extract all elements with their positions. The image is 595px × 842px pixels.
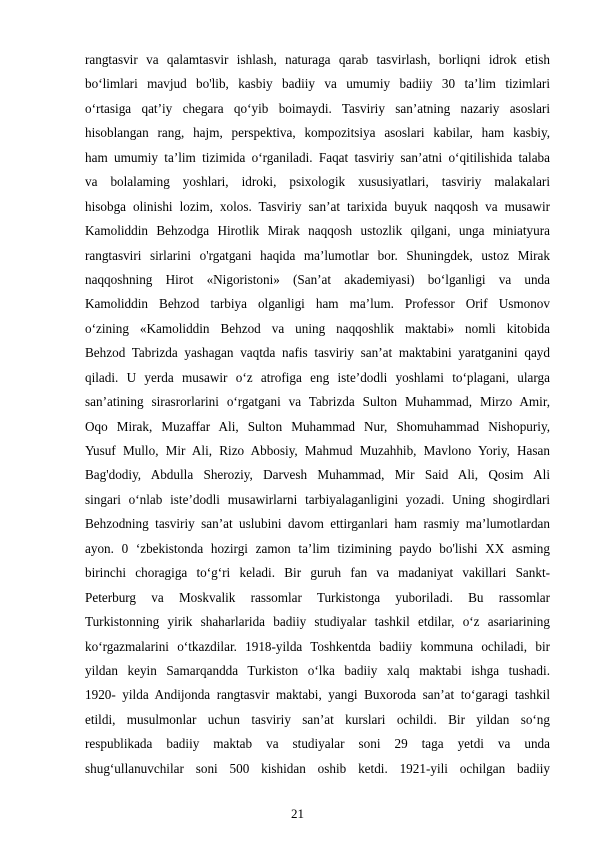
text-line: qiladi. U yerda musawir o‘z atrofiga eng iste’dodli yoshlami to‘plagani, ularga <box>85 369 550 385</box>
text-line: rangtasvir va qalamtasvir ishlash, naturaga qarab tasvirlash, borliqni idrok etish <box>85 52 550 67</box>
text-line: hisobga olinishi lozim, xolos. Tasviriy san’at tarixida buyuk naqqosh va musawir <box>85 198 550 214</box>
text-line: ko‘rgazmalarini o‘tkazdilar. 1918-yilda Toshkentda badiiy kommuna ochiladi, bir <box>85 638 550 654</box>
text-line: hisoblangan rang, hajm, perspektiva, kompozitsiya asoslari kabilar, ham kasbiy, <box>85 125 550 141</box>
text-line: o‘rtasiga qat’iy chegara qo‘yib boimaydi. Tasviriy san’atning nazariy asoslari <box>85 100 550 116</box>
text-line: rangtasviri sirlarini o'rgatgani haqida ma’lumotlar bor. Shuningdek, ustoz Mirak <box>85 247 550 263</box>
text-line: etildi, musulmonlar uchun tasviriy san’at kurslari ochildi. Bir yildan so‘ng <box>85 711 550 727</box>
page-number: 21 <box>291 806 304 821</box>
text-line: va bolalaming yoshlari, idroki, psixologik xususiyatlari, tasviriy malakalari <box>85 174 550 190</box>
text-line: ham umumiy ta’lim tizimida o‘rganiladi. Faqat tasviriy san’atni o‘qitilishida talaba <box>85 149 550 165</box>
text-line: Kamoliddin Behzodga Hirotlik Mirak naqqosh ustozlik qilgani, unga miniatyura <box>85 223 550 239</box>
text-line: Turkistonning yirik shaharlarida badiiy studiyalar tashkil etdilar, o‘z asariarining <box>85 614 550 630</box>
body-text <box>85 48 550 781</box>
text-line: yildan keyin Samarqandda Turkiston o‘lka badiiy xalq maktabi ishga tushadi. <box>85 662 550 678</box>
text-line: Behzod Tabrizda yashagan vaqtda nafis tasviriy san’at maktabini yaratganini qayd <box>85 345 550 361</box>
text-line: o‘zining «Kamoliddin Behzod va uning naqqoshlik maktabi» nomli kitobida <box>85 320 550 336</box>
text-line: naqqoshning Hirot «Nigoristoni» (San’at akademiyasi) bo‘lganligi va unda <box>85 271 550 287</box>
text-line: Bag'dodiy, Abdulla Sheroziy, Darvesh Muhammad, Mir Said Ali, Qosim Ali <box>85 467 550 483</box>
text-line: birinchi choragiga to‘g‘ri keladi. Bir guruh fan va madaniyat vakillari Sankt- <box>85 565 550 581</box>
text-line: Behzodning tasviriy san’at uslubini davom ettirganlari ham rasmiy ma’lumotlardan <box>85 516 550 532</box>
text-line: Peterburg va Moskvalik rassomlar Turkistonga yuboriladi. Bu rassomlar <box>85 589 550 605</box>
text-line: bo‘limlari mavjud bo'lib, kasbiy badiiy va umumiy badiiy 30 ta’lim tizimlari <box>85 76 550 92</box>
text-line: respublikada badiiy maktab va studiyalar soni 29 taga yetdi va unda <box>85 736 550 752</box>
text-line: 1920- yilda Andijonda rangtasvir maktabi, yangi Buxoroda san’at to‘garagi tashkil <box>85 687 550 703</box>
text-line: Oqo Mirak, Muzaffar Ali, Sulton Muhammad Nur, Shomuhammad Nishopuriy, <box>85 418 550 434</box>
text-line: san’atining sirasrorlarini o‘rgatgani va Tabrizda Sulton Muhammad, Mirzo Amir, <box>85 394 550 410</box>
text-line: ayon. 0 ‘zbekistonda hozirgi zamon ta’lim tizimining paydo bo'lishi XX asming <box>85 540 550 556</box>
text-line: singari o‘nlab iste’dodli musawirlarni tarbiyalaganligini yozadi. Uning shogirdlari <box>85 491 550 507</box>
text-line: Kamoliddin Behzod tarbiya olganligi ham ma’lum. Professor Orif Usmonov <box>85 296 550 312</box>
text-line: Yusuf Mullo, Mir Ali, Rizo Abbosiy, Mahmud Muzahhib, Mavlono Yoriy, Hasan <box>85 443 550 458</box>
text-line: shug‘ullanuvchilar soni 500 kishidan oshib ketdi. 1921-yili ochilgan badiiy <box>85 760 550 776</box>
